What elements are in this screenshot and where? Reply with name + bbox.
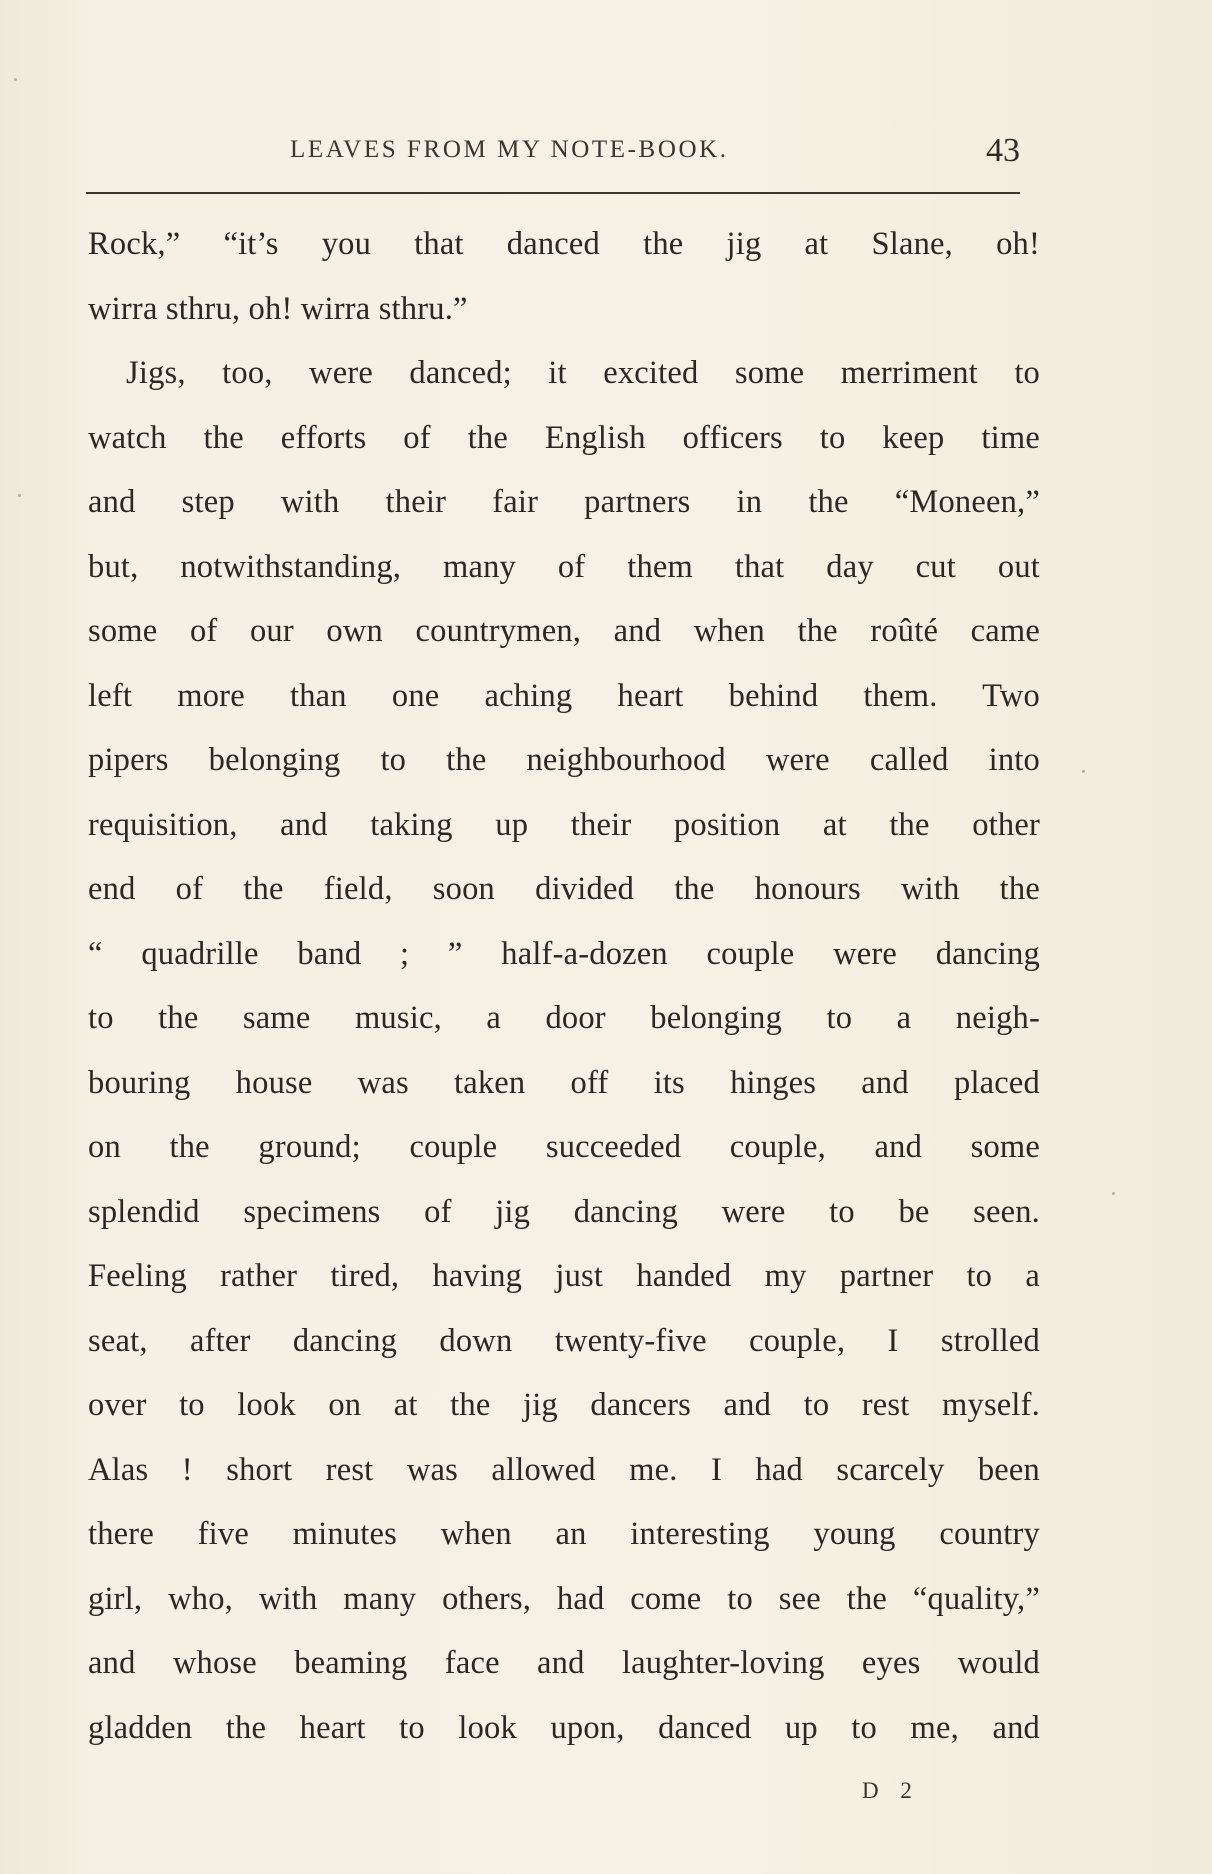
text-line: requisition, and taking up their position at the other — [88, 806, 1040, 843]
text-line: watch the efforts of the English officers to keep time — [88, 419, 1040, 456]
paper-speck — [18, 494, 21, 497]
text-line: on the ground; couple succeeded couple, and some — [88, 1129, 1040, 1165]
paper-speck — [1112, 1192, 1115, 1195]
text-line: and step with their fair partners in the “Moneen,” — [88, 484, 1040, 520]
running-title: LEAVES FROM MY NOTE-BOOK. — [290, 136, 729, 163]
text-line: Rock,” “it’s you that danced the jig at Slane, oh! — [88, 226, 1040, 262]
text-line: Jigs, too, were danced; it excited some merriment to — [126, 355, 1040, 391]
text-line: bouring house was taken off its hinges and placed — [88, 1064, 1040, 1101]
page-header — [86, 128, 1026, 188]
text-line: Alas ! short rest was allowed me. I had scarcely been — [88, 1451, 1040, 1488]
signature-mark: D 2 — [862, 1778, 920, 1803]
text-line: some of our own countrymen, and when the roûté came — [88, 613, 1040, 649]
text-line: over to look on at the jig dancers and to rest myself. — [88, 1387, 1040, 1423]
text-line: there five minutes when an interesting young country — [88, 1516, 1040, 1552]
text-line: but, notwithstanding, many of them that day cut out — [88, 548, 1040, 585]
header-rule — [86, 192, 1020, 194]
text-line: seat, after dancing down twenty-five couple, I strolled — [88, 1322, 1040, 1359]
text-line: pipers belonging to the neighbourhood were called into — [88, 742, 1040, 778]
text-line: splendid specimens of jig dancing were to be seen. — [88, 1193, 1040, 1230]
text-line: “ quadrille band ; ” half-a-dozen couple were dancing — [88, 935, 1040, 972]
text-line: wirra sthru, oh! wirra sthru.” — [88, 290, 468, 327]
text-line: girl, who, with many others, had come to see the “quality,” — [88, 1580, 1040, 1617]
text-line: and whose beaming face and laughter-loving eyes would — [88, 1645, 1040, 1681]
text-line: end of the field, soon divided the honours with the — [88, 871, 1040, 907]
page-number: 43 — [986, 132, 1020, 169]
paper-speck — [14, 78, 17, 81]
text-line: left more than one aching heart behind them. Two — [88, 677, 1040, 714]
text-line: gladden the heart to look upon, danced up to me, and — [88, 1709, 1040, 1746]
text-line: to the same music, a door belonging to a neigh- — [88, 1000, 1040, 1036]
paper-speck — [1082, 770, 1085, 773]
body-text — [88, 212, 1040, 1760]
text-line: Feeling rather tired, having just handed my partner to a — [88, 1258, 1040, 1294]
